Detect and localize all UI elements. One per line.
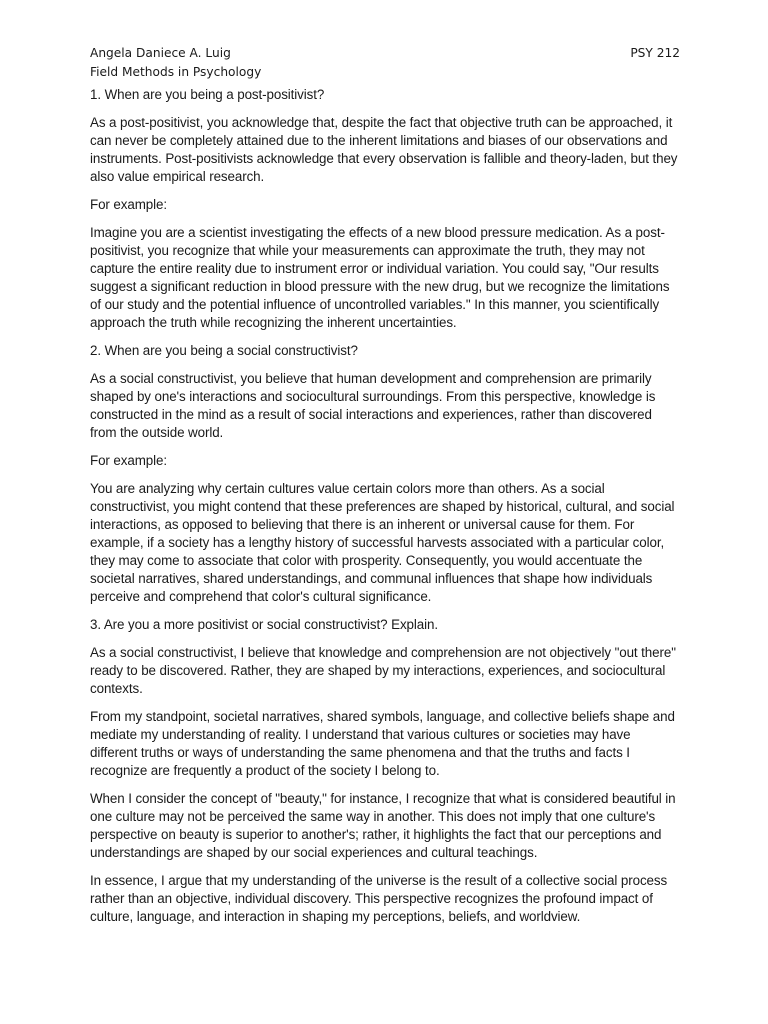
document-body [90, 86, 680, 926]
author-name: Angela Daniece A. Luig [90, 46, 231, 60]
question-1-heading: 1. When are you being a post-positivist? [90, 87, 325, 102]
post-positivist-definition: As a post-positivist, you acknowledge that, despite the fact that objective truth can be approached, it can never be completely attained due to the inherent limitations and biases of our observations and instruments. Post-positivists acknowledge that every observation is fallible and theory-laden, but they also value empirical research. [90, 115, 678, 184]
course-title: Field Methods in Psychology [90, 65, 262, 79]
document-header [90, 44, 680, 82]
question-3-heading: 3. Are you a more positivist or social constructivist? Explain. [90, 617, 438, 632]
example-label-1: For example: [90, 197, 167, 212]
example-label-2: For example: [90, 453, 167, 468]
social-constructivist-definition: As a social constructivist, you believe that human development and comprehension are primarily shaped by one's interactions and sociocultural surroundings. From this perspective, knowledge is constructed in the mind as a result of social interactions and experiences, rather than discovered from the outside world. [90, 371, 656, 440]
answer-paragraph-2: From my standpoint, societal narratives, shared symbols, language, and collective beliefs shape and mediate my understanding of reality. I understand that various cultures or societies may have different truths or ways of understanding the same phenomena and that the truths and facts I recognize are frequently a product of the society I belong to. [90, 709, 675, 778]
answer-paragraph-4: In essence, I argue that my understanding of the universe is the result of a collective social process rather than an objective, individual discovery. This perspective recognizes the profound impact of culture, language, and interaction in shaping my perceptions, beliefs, and worldview. [90, 873, 668, 924]
social-constructivist-example: You are analyzing why certain cultures value certain colors more than others. As a social constructivist, you might contend that these preferences are shaped by historical, cultural, and social interactions, as opposed to believing that there is an inherent or universal cause for them. For example, if a society has a lengthy history of successful harvests associated with a particular color, they may come to associate that color with prosperity. Consequently, you would accentuate the societal narratives, shared understandings, and communal influences that shape how individuals perceive and comprehend that color's cultural significance. [90, 481, 675, 604]
answer-paragraph-3: When I consider the concept of "beauty," for instance, I recognize that what is considered beautiful in one culture may not be perceived the same way in another. This does not imply that one culture's perspective on beauty is superior to another's; rather, it highlights the fact that our perceptions and understandings are shaped by our social experiences and cultural teachings. [90, 791, 676, 860]
post-positivist-example: Imagine you are a scientist investigating the effects of a new blood pressure medication. As a post-positivist, you recognize that while your measurements can approximate the truth, they may not capture the entire reality due to instrument error or individual variation. You could say, "Our results suggest a significant reduction in blood pressure with the new drug, but we recognize the limitations of our study and the potential influence of uncontrolled variables." In this manner, you scientifically approach the truth while recognizing the inherent uncertainties. [90, 225, 670, 330]
answer-paragraph-1: As a social constructivist, I believe that knowledge and comprehension are not objectively "out there" ready to be discovered. Rather, they are shaped by my interactions, experiences, and sociocultural contexts. [90, 645, 676, 696]
question-2-heading: 2. When are you being a social constructivist? [90, 343, 358, 358]
course-code: PSY 212 [630, 46, 680, 60]
document-page [90, 44, 680, 936]
